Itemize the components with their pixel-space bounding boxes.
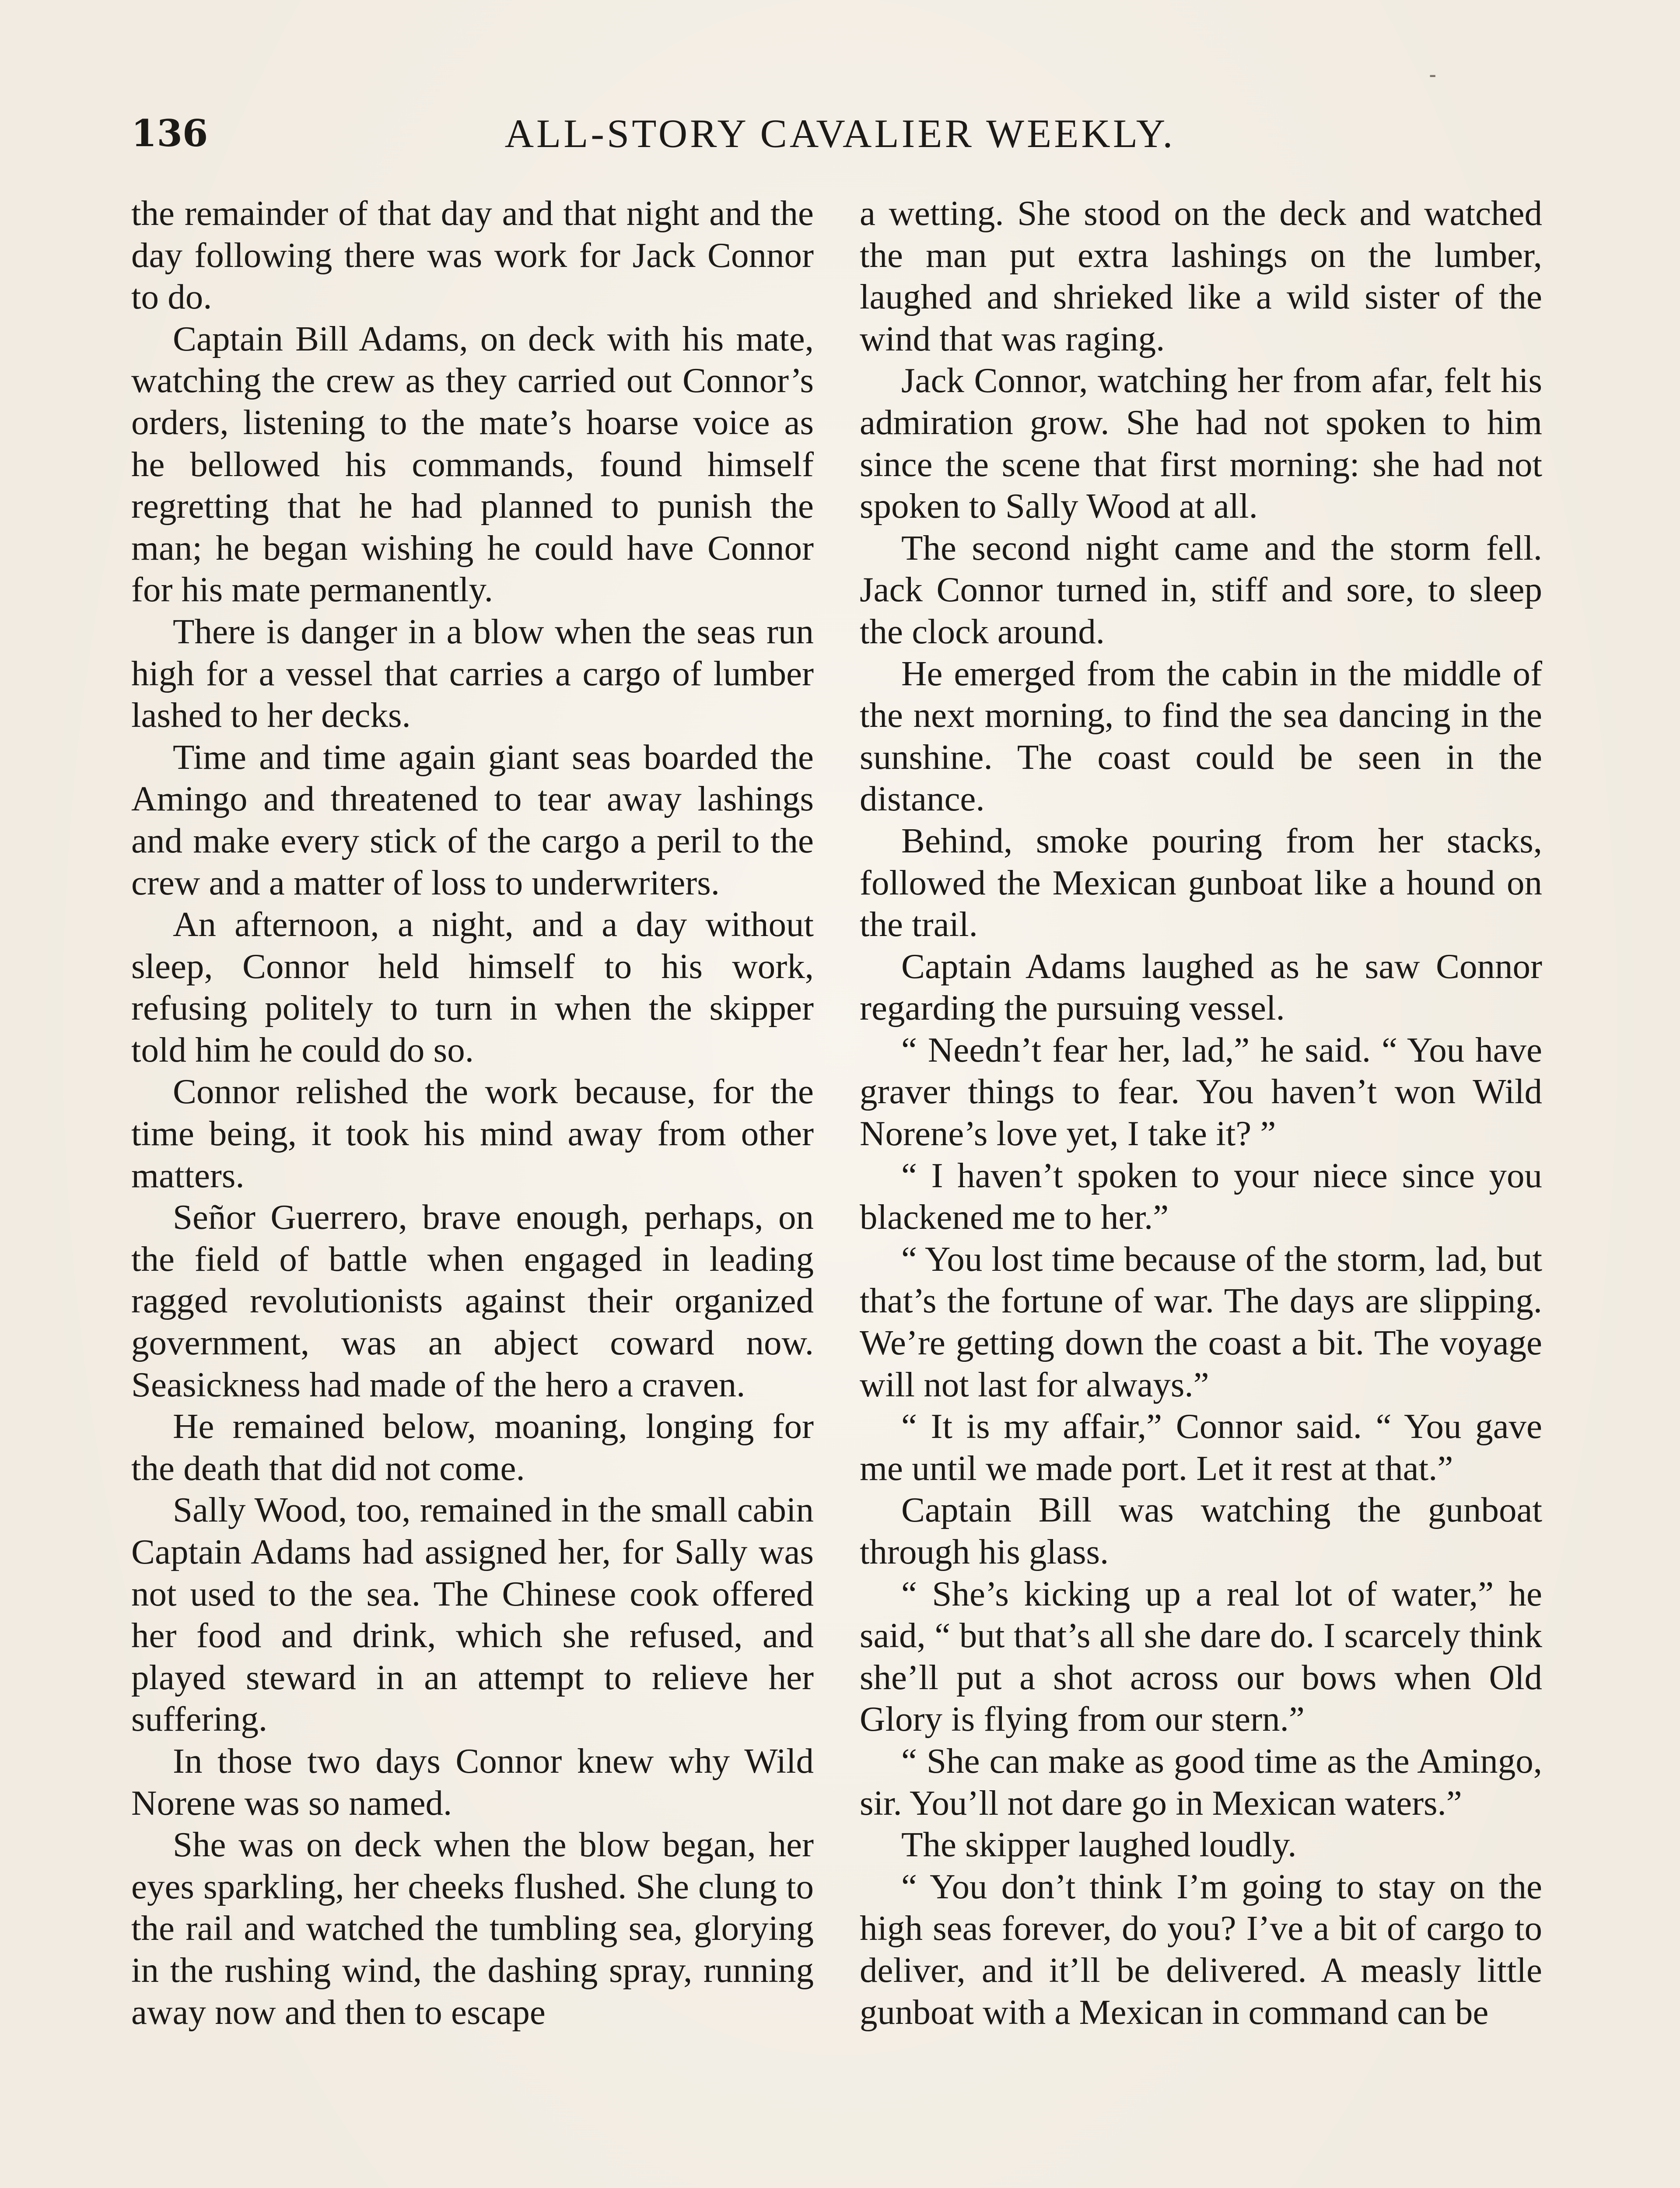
paragraph: He remained below, moaning, longing for the death that did not come. [131, 1406, 814, 1488]
paragraph: Sally Wood, too, remained in the small cabin Captain Adams had assigned her, for Sally was not used to the sea. The Chinese cook offered her food and drink, which she refused, and played steward in an attempt to relieve her suffering. [131, 1490, 814, 1739]
paragraph: Captain Bill Adams, on deck with his mate, watching the crew as they carried out Connor’s orders, listening to the mate’s hoarse voice as he bellowed his commands, found himself regretting that he had planned to punish the man; he began wishing he could have Connor for his mate permanently. [131, 319, 814, 610]
right-column [860, 193, 1542, 2033]
paragraph: There is danger in a blow when the seas run high for a vessel that carries a cargo of lumber lashed to her decks. [131, 611, 814, 735]
running-title: ALL-STORY CAVALIER WEEKLY. [504, 111, 1176, 156]
paragraph: “ She’s kicking up a real lot of water,” he said, “ but that’s all she dare do. I scarcely think she’ll put a shot across our bows when Old Glory is flying from our stern.” [860, 1574, 1542, 1739]
paragraph: a wetting. She stood on the deck and watched the man put extra lashings on the lumber, laughed and shrieked like a wild sister of the wind that was raging. [860, 193, 1542, 358]
paragraph: “ You lost time because of the storm, lad, but that’s the fortune of war. The days are slipping. We’re getting down the coast a bit. The voyage will not last for always.” [860, 1239, 1542, 1404]
paragraph: An afternoon, a night, and a day without sleep, Connor held himself to his work, refusing politely to turn in when the skipper told him he could do so. [131, 905, 814, 1069]
paragraph: “ You don’t think I’m going to stay on the high seas forever, do you? I’ve a bit of cargo to deliver, and it’ll be delivered. A measly little gunboat with a Mexican in command can be [860, 1866, 1542, 2032]
paragraph: the remainder of that day and that night and the day following there was work for Jack Connor to do. [131, 193, 814, 317]
paragraph: Behind, smoke pouring from her stacks, followed the Mexican gunboat like a hound on the trail. [860, 820, 1542, 944]
paragraph: She was on deck when the blow began, her eyes sparkling, her cheeks flushed. She clung to the rail and watched the tumbling sea, glorying in the rushing wind, the dashing spray, running away now and then to escape [131, 1825, 814, 2032]
paragraph: He emerged from the cabin in the middle of the next morning, to find the sea dancing in the sunshine. The coast could be seen in the distance. [860, 653, 1542, 819]
paragraph: The second night came and the storm fell. Jack Connor turned in, stiff and sore, to sleep the clock around. [860, 528, 1542, 651]
paragraph: Connor relished the work because, for the time being, it took his mind away from other matters. [131, 1072, 814, 1195]
paragraph: “ She can make as good time as the Amingo, sir. You’ll not dare go in Mexican waters.” [860, 1741, 1542, 1823]
paragraph: “ I haven’t spoken to your niece since you blackened me to her.” [860, 1155, 1542, 1237]
page-number: 136 [131, 112, 208, 155]
paragraph: Captain Adams laughed as he saw Connor regarding the pursuing vessel. [860, 946, 1542, 1028]
paragraph: “ It is my affair,” Connor said. “ You gave me until we made port. Let it rest at that.” [860, 1406, 1542, 1488]
paragraph: Jack Connor, watching her from afar, felt his admiration grow. She had not spoken to him since the scene that first morning: she had not spoken to Sally Wood at all. [860, 361, 1542, 526]
paragraph: Time and time again giant seas boarded the Amingo and threatened to tear away lashings and make every stick of the cargo a peril to the crew and a matter of loss to underwriters. [131, 737, 814, 902]
paragraph: “ Needn’t fear her, lad,” he said. “ You have graver things to fear. You haven’t won Wild Norene’s love yet, I take it? ” [860, 1030, 1542, 1154]
paragraph: In those two days Connor knew why Wild Norene was so named. [131, 1741, 814, 1823]
page-header [131, 112, 1549, 164]
left-column [131, 193, 814, 2033]
print-speck: ⁃ [1428, 66, 1437, 87]
paragraph: Captain Bill was watching the gunboat through his glass. [860, 1490, 1542, 1571]
paragraph: The skipper laughed loudly. [901, 1825, 1297, 1865]
paragraph: Señor Guerrero, brave enough, perhaps, on the field of battle when engaged in leading ragged revolutionists against their organized government, was an abject coward now. Seasickness had made of the hero a craven. [131, 1197, 814, 1404]
